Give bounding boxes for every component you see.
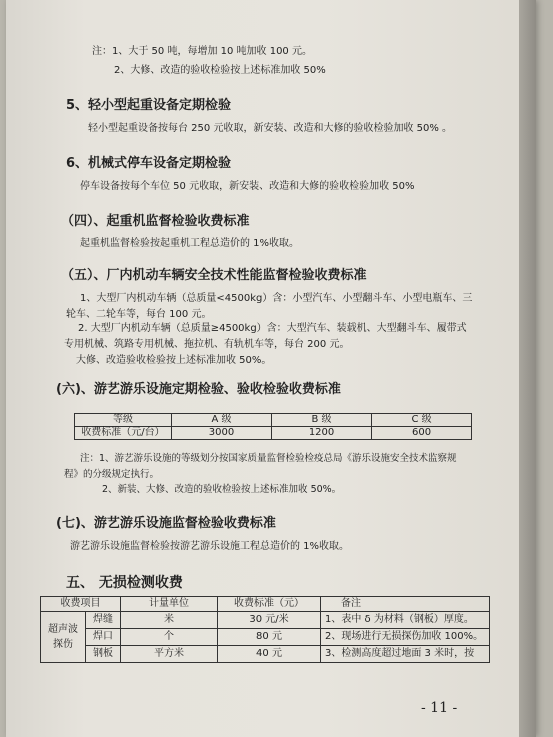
table-row [41,629,490,646]
table-header-cell: 收费项目 [41,597,121,612]
table-header-row [75,414,472,427]
amusement-fee-table [74,413,472,440]
table-cell: 钢板 [86,646,121,663]
table-cell: 30 元/米 [218,612,321,629]
table-header-row [41,597,490,612]
document-page [6,0,536,737]
ndt-group-label-2: 探伤 [53,639,73,650]
table-header-cell: 备注 [321,597,490,612]
note-top-line2: 2、大修、改造的验收检验按上述标准加收 50% [114,65,326,76]
table-row [75,427,472,440]
table-row [41,612,490,629]
table-header-cell: B 级 [272,414,372,427]
table-header-cell: 收费标准（元） [218,597,321,612]
section-6-title: 6、机械式停车设备定期检验 [66,156,232,171]
section-6b-note1: 注：1、游艺游乐设施的等级划分按国家质量监督检验检疫总局《游乐设施安全技术监察规 [80,453,457,464]
section-5-title: 5、轻小型起重设备定期检验 [66,98,232,113]
table-cell: 40 元 [218,646,321,663]
page-number: - 11 - [421,700,458,716]
section-6-body: 停车设备按每个车位 50 元收取，新安装、改造和大修的验收检验加收 50% [80,181,415,192]
section-5b-line3: 2. 大型厂内机动车辆（总质量≥4500kg）含：大型汽车、装载机、大型翻斗车、履带式 [78,323,467,334]
page-edge-shadow [519,0,536,737]
table-header-cell: C 级 [372,414,472,427]
table-cell: 80 元 [218,629,321,646]
section-6b-title: (六)、游艺游乐设施定期检验、验收检验收费标准 [56,382,341,397]
section-7-title: (七)、游艺游乐设施监督检验收费标准 [56,516,276,531]
table-cell: 1200 [272,427,372,440]
table-header-cell: 计量单位 [121,597,218,612]
section-6b-note1b: 程》的分级规定执行。 [64,469,160,480]
section-5b-line1: 1、大型厂内机动车辆（总质量<4500kg）含：小型汽车、小型翻斗车、小型电瓶车、三 [80,293,473,304]
table-header-cell: 等级 [75,414,172,427]
table-cell: 3、检测高度超过地面 3 米时，按 [321,646,490,663]
table-cell: 米 [121,612,218,629]
table-row-label: 收费标准（元/台） [75,427,172,440]
section-7-body: 游艺游乐设施监督检验按游艺游乐设施工程总造价的 1%收取。 [70,541,350,552]
ndt-fee-table [40,596,490,663]
section-ndt-title: 五、 无损检测收费 [66,575,183,591]
table-cell: 个 [121,629,218,646]
section-5b-line2: 轮车、二轮车等，每台 100 元。 [66,309,212,320]
section-5b-line5: 大修、改造验收检验按上述标准加收 50%。 [76,355,272,366]
table-cell: 1、表中 δ 为材料（钢板）厚度。 [321,612,490,629]
section-5b-line4: 专用机械、筑路专用机械、拖拉机、有轨机车等，每台 200 元。 [64,339,350,350]
ndt-group-label-1: 超声波 [48,624,78,635]
table-cell: 3000 [172,427,272,440]
section-6b-note2: 2、新装、大修、改造的验收检验按上述标准加收 50%。 [102,484,342,495]
table-cell: 600 [372,427,472,440]
table-cell: 平方米 [121,646,218,663]
note-top-line1: 注：1、大于 50 吨，每增加 10 吨加收 100 元。 [92,46,312,57]
table-cell: 焊口 [86,629,121,646]
table-row [41,646,490,663]
table-cell: 焊缝 [86,612,121,629]
table-cell: 2、现场进行无损探伤加收 100%。 [321,629,490,646]
section-5-body: 轻小型起重设备按每台 250 元收取，新安装、改造和大修的验收检验加收 50% 。 [88,123,453,134]
section-4-title: （四）、起重机监督检验收费标准 [61,214,250,229]
ndt-group-cell [41,612,86,663]
table-header-cell: A 级 [172,414,272,427]
section-5b-title: （五）、厂内机动车辆安全技术性能监督检验收费标准 [61,268,367,283]
section-4-body: 起重机监督检验按起重机工程总造价的 1%收取。 [80,238,300,249]
